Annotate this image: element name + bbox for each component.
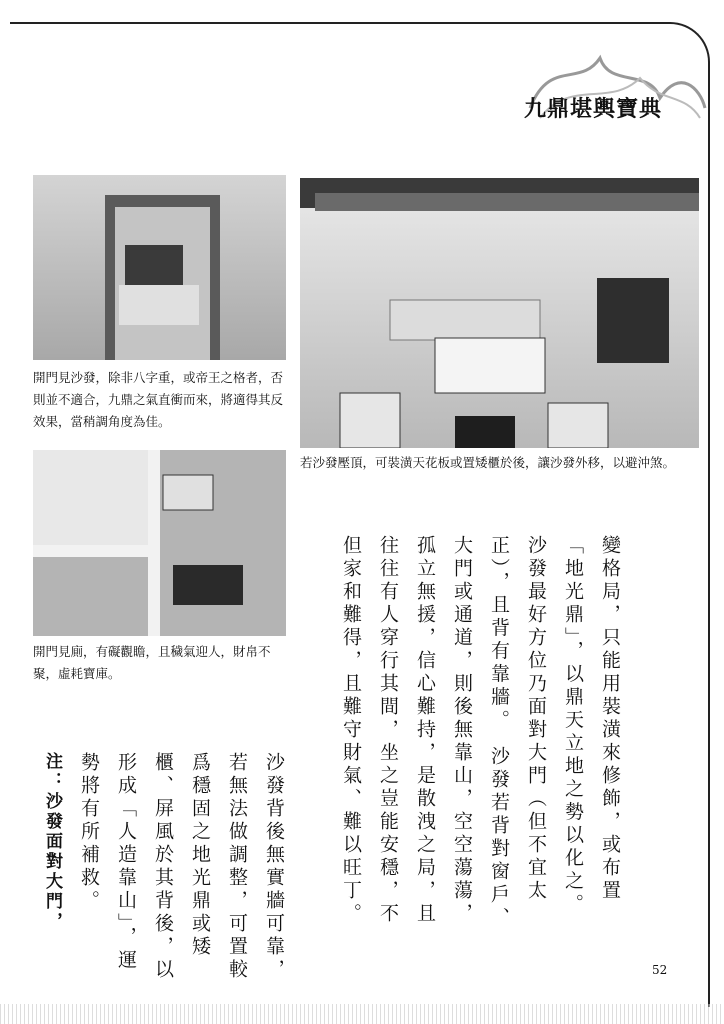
- page-number: 52: [652, 963, 668, 977]
- photo-sofa-room: [300, 178, 699, 448]
- photo-door-sofa: [33, 175, 286, 360]
- bottom-border: [0, 1004, 724, 1024]
- toilet-room-photo: [33, 450, 286, 636]
- second-text: 沙發背後無實牆可靠，若無法做調整，可置較爲穩固之地光鼎或矮櫃、屏風於其背後，以形成「人造靠山」，運勢將有所補救。: [78, 752, 285, 982]
- photo-caption-2: 若沙發壓頂，可裝潢天花板或置矮櫃於後，讓沙發外移，以避沖煞。: [300, 455, 676, 470]
- photo-caption-3: 開門見廁，有礙觀瞻，且穢氣迎人，財帛不聚，虛耗寶庫。: [33, 644, 271, 681]
- door-bedroom-photo: [33, 175, 286, 360]
- sofa-room-photo: [300, 178, 699, 448]
- book-title: 九鼎堪輿寶典: [524, 96, 663, 122]
- photo-door-toilet: [33, 450, 286, 636]
- main-text: 變格局，只能用裝潢來修飾，或布置「地光鼎」，以鼎天立地之勢以化之。 沙發最好方位乃面對大門（但不宜太正），且背有靠牆。 沙發若背對窗戶、大門或通道，則後無靠山，空空蕩蕩，孤立無援，信心難持，是散洩之局，且往往有人穿行其間，坐之豈能安穩，不但家和難得，且難守財氣、難以旺丁。: [340, 535, 621, 930]
- photo-caption-1: 開門見沙發，除非八字重，或帝王之格者，否則並不適合，九鼎之氣直衝而來，將適得其反效果，當稍調角度為佳。: [33, 370, 284, 429]
- note-text: 注：沙發面對大門，: [42, 752, 62, 932]
